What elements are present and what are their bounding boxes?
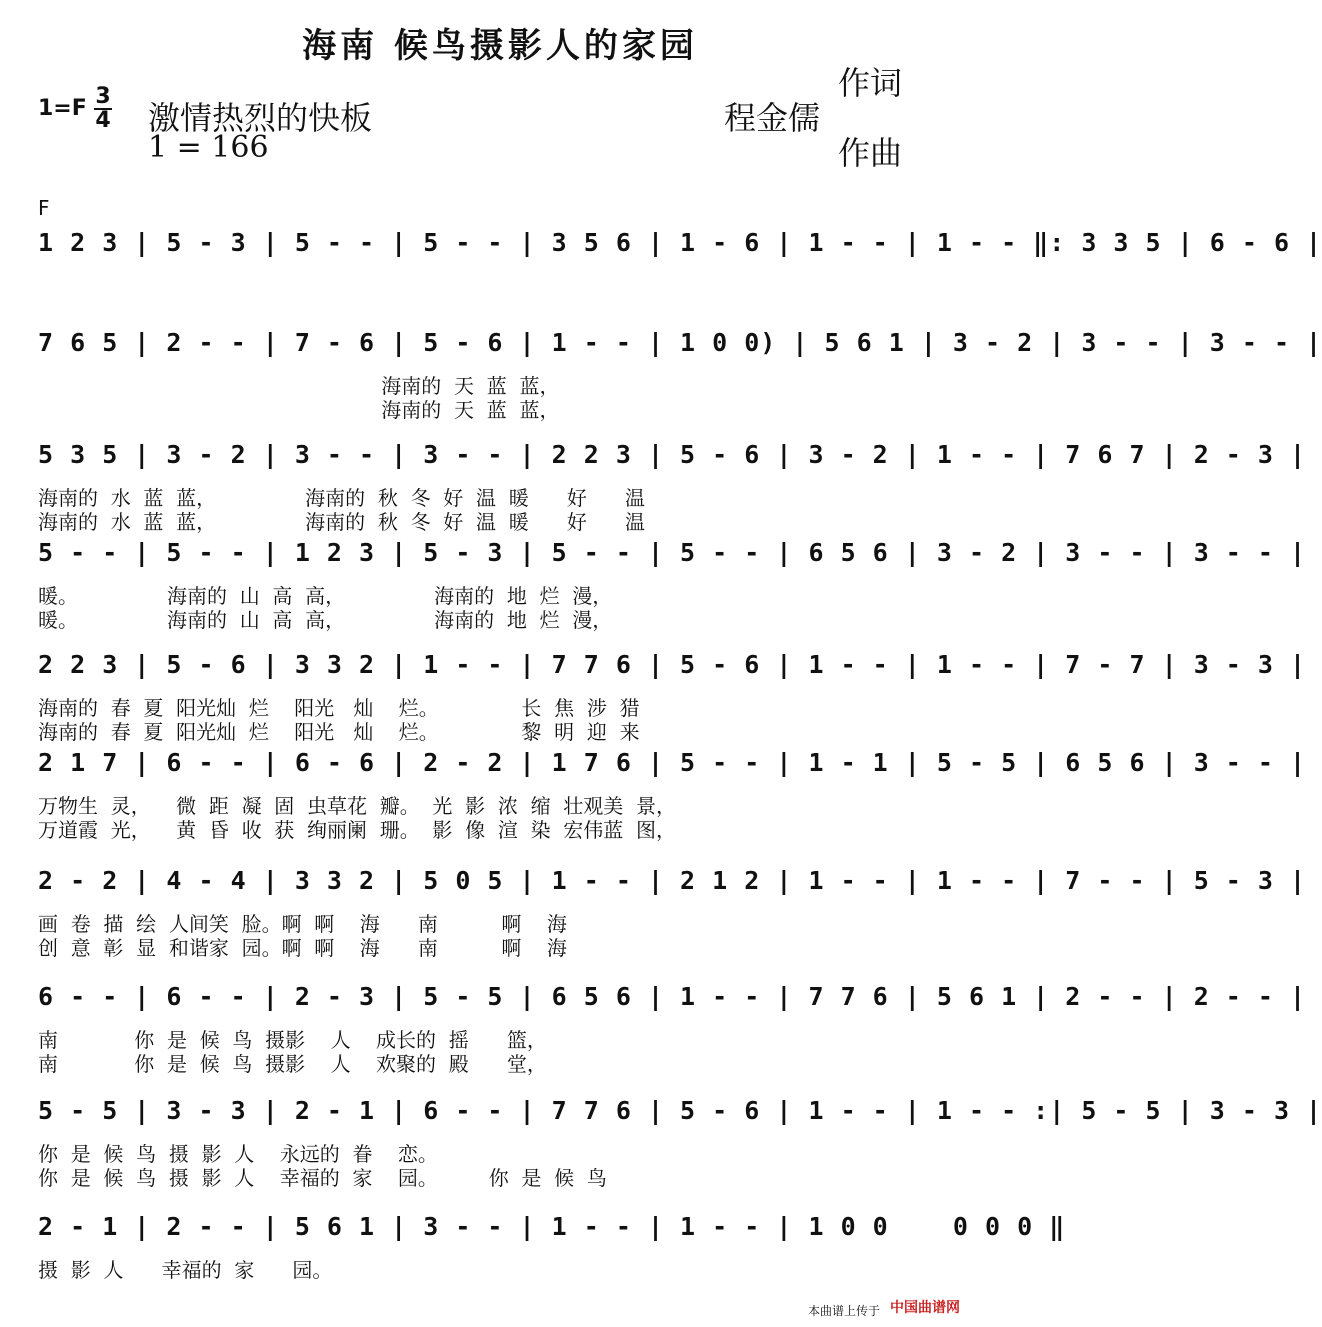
song-title: 海南 候鸟摄影人的家园 — [302, 26, 698, 66]
footer-text: 本曲谱上传于 — [808, 1304, 881, 1318]
notation-line: 6 - - | 6 - - | 2 - 3 | 5 - 5 | 6 5 6 | 1 - - | 7 7 6 | 5 6 1 | 2 - - | 2 - - | — [38, 982, 1307, 1011]
lyric-line: 创 意 彰 显 和谐家 园。啊 啊 海 南 啊 海 — [38, 936, 567, 960]
notation-line: 2 - 1 | 2 - - | 5 6 1 | 3 - - | 1 - - | 1 - - | 1 0 0 0 0 0 ‖ — [38, 1212, 1066, 1241]
notation-line: 7 6 5 | 2 - - | 7 - 6 | 5 - 6 | 1 - - | 1 0 0) | 5 6 1 | 3 - 2 | 3 - - | 3 - - | — [38, 328, 1322, 357]
key-signature: 1=F — [38, 96, 87, 121]
tempo-marking: 激情热烈的快板 — [148, 99, 373, 137]
tempo-bpm: 1 = 166 — [148, 130, 269, 165]
time-signature — [94, 86, 112, 132]
lyric-line: 海南的 春 夏 阳光灿 烂 阳光 灿 烂。 长 焦 涉 猎 — [38, 696, 640, 720]
lyric-line: 海南的 水 蓝 蓝， 海南的 秋 冬 好 温 暖 好 温 — [38, 486, 646, 510]
site-logo: 中国曲谱网 — [890, 1300, 960, 1316]
composer-label: 作曲 — [838, 134, 903, 172]
lyric-line: 海南的 春 夏 阳光灿 烂 阳光 灿 烂。 黎 明 迎 来 — [38, 720, 640, 744]
lyricist-label: 作词 — [838, 64, 903, 102]
notation-line: 5 3 5 | 3 - 2 | 3 - - | 3 - - | 2 2 3 | 5 - 6 | 3 - 2 | 1 - - | 7 6 7 | 2 - 3 | — [38, 440, 1307, 469]
notation-line: 2 - 2 | 4 - 4 | 3 3 2 | 5 0 5 | 1 - - | 2 1 2 | 1 - - | 1 - - | 7 - - | 5 - 3 | — [38, 866, 1307, 895]
lyric-line: 你 是 候 鸟 摄 影 人 幸福的 家 园。 你 是 候 鸟 — [38, 1166, 607, 1190]
notation-line: 2 2 3 | 5 - 6 | 3 3 2 | 1 - - | 7 7 6 | 5 - 6 | 1 - - | 1 - - | 7 - 7 | 3 - 3 | — [38, 650, 1307, 679]
lyric-line: 暖。 海南的 山 高 高， 海南的 地 烂 漫， — [38, 608, 613, 632]
lyric-line: 你 是 候 鸟 摄 影 人 永远的 眷 恋。 — [38, 1142, 438, 1166]
composer-name: 程金儒 — [724, 99, 821, 137]
lyric-line: 海南的 水 蓝 蓝， 海南的 秋 冬 好 温 暖 好 温 — [38, 510, 646, 534]
lyric-line: 万道霞 光， 黄 昏 收 获 绚丽阑 珊。 影 像 渲 染 宏伟蓝 图， — [38, 818, 677, 842]
time-signature-top: 3 — [95, 84, 111, 109]
lyric-line: 万物生 灵， 微 距 凝 固 虫草花 瓣。 光 影 浓 缩 壮观美 景， — [38, 794, 677, 818]
notation-line: 1 2 3 | 5 - 3 | 5 - - | 5 - - | 3 5 6 | 1 - 6 | 1 - - | 1 - - ‖: 3 3 5 | 6 - 6 | — [38, 228, 1322, 257]
lyric-line: 暖。 海南的 山 高 高， 海南的 地 烂 漫， — [38, 584, 613, 608]
chord-symbol: F — [38, 196, 50, 220]
notation-line: 2 1 7 | 6 - - | 6 - 6 | 2 - 2 | 1 7 6 | 5 - - | 1 - 1 | 5 - 5 | 6 5 6 | 3 - - | — [38, 748, 1307, 777]
notation-line: 5 - 5 | 3 - 3 | 2 - 1 | 6 - - | 7 7 6 | 5 - 6 | 1 - - | 1 - - :| 5 - 5 | 3 - 3 | — [38, 1096, 1322, 1125]
lyric-line: 摄 影 人 幸福的 家 园。 — [38, 1258, 333, 1282]
time-signature-bottom: 4 — [95, 108, 111, 133]
notation-line: 5 - - | 5 - - | 1 2 3 | 5 - 3 | 5 - - | 5 - - | 6 5 6 | 3 - 2 | 3 - - | 3 - - | — [38, 538, 1307, 567]
lyric-line: 南 你 是 候 鸟 摄影 人 欢聚的 殿 堂， — [38, 1052, 547, 1076]
lyric-line: 海南的 天 蓝 蓝， — [38, 374, 560, 398]
lyric-line: 南 你 是 候 鸟 摄影 人 成长的 摇 篮， — [38, 1028, 547, 1052]
lyric-line: 海南的 天 蓝 蓝， — [38, 398, 560, 422]
lyric-line: 画 卷 描 绘 人间笑 脸。啊 啊 海 南 啊 海 — [38, 912, 567, 936]
